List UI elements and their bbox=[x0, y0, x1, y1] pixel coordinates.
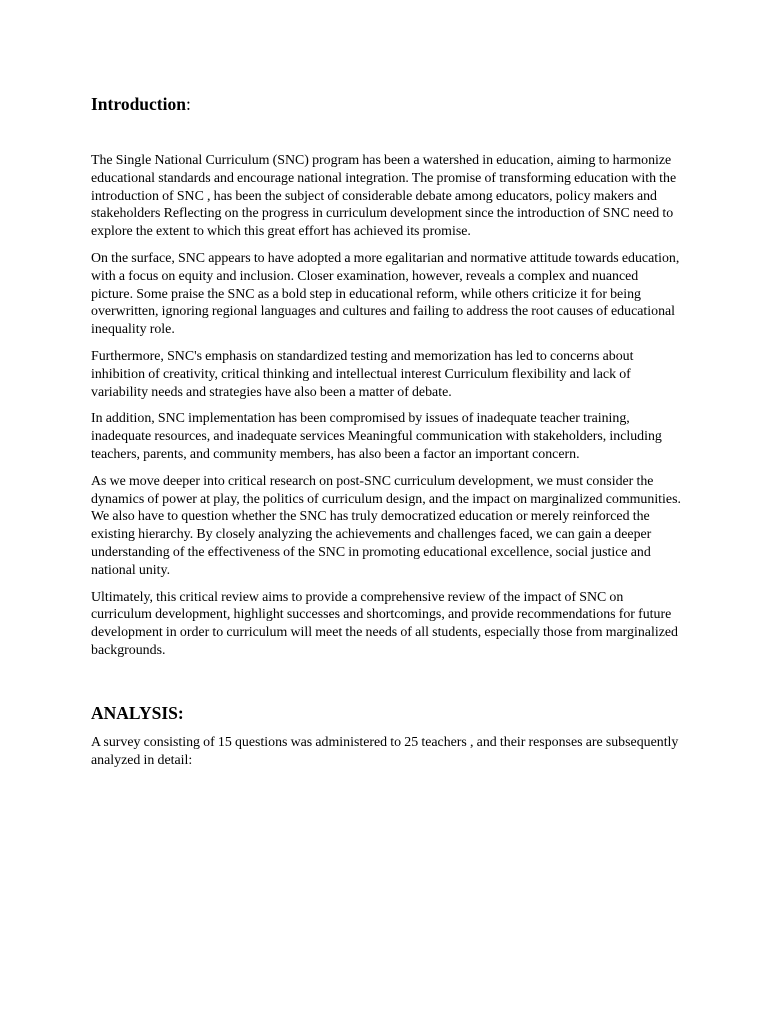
introduction-paragraph-4: In addition, SNC implementation has been compromised by issues of inadequate teacher training, inadequate resources, and inadequate services Meaningful communication with stakeholders, including teachers, parents, and community members, has also been a factor an important concern. bbox=[91, 411, 662, 462]
introduction-body bbox=[91, 152, 681, 669]
introduction-heading-text: Introduction bbox=[91, 94, 186, 114]
introduction-heading-colon: : bbox=[185, 94, 191, 114]
introduction-paragraph-6: Ultimately, this critical review aims to provide a comprehensive review of the impact of SNC on curriculum development, highlight successes and shortcomings, and provide recommendations for future development in order to curriculum will meet the needs of all students, especially those from marginalized backgrounds. bbox=[91, 589, 678, 658]
analysis-heading: ANALYSIS: bbox=[91, 703, 184, 723]
introduction-heading bbox=[91, 94, 191, 114]
introduction-paragraph-1: The Single National Curriculum (SNC) program has been a watershed in education, aiming to harmonize educational standards and encourage national integration. The promise of transforming education with the introduction of SNC , has been the subject of considerable debate among educators, policy makers and stakeholders Reflecting on the progress in curriculum development since the introduction of SNC need to explore the extent to which this great effort has achieved its promise. bbox=[91, 153, 677, 240]
analysis-paragraph-1: A survey consisting of 15 questions was administered to 25 teachers , and their responses are subsequently analyzed in detail: bbox=[91, 735, 679, 768]
introduction-paragraph-3: Furthermore, SNC's emphasis on standardized testing and memorization has led to concerns about inhibition of creativity, critical thinking and intellectual interest Curriculum flexibility and lack of variability needs and strategies have also been a matter of debate. bbox=[91, 348, 634, 400]
introduction-paragraph-2: On the surface, SNC appears to have adopted a more egalitarian and normative attitude towards education, with a focus on equity and inclusion. Closer examination, however, reveals a complex and nuanced picture. Some praise the SNC as a bold step in educational reform, while others criticize it for being overwritten, ignoring regional languages and cultures and failing to address the root causes of educational inequality role. bbox=[91, 250, 680, 338]
introduction-paragraph-5: As we move deeper into critical research on post-SNC curriculum development, we must consider the dynamics of power at play, the politics of curriculum design, and the impact on marginalized communities. We also have to question whether the SNC has truly democratized education or merely reinforced the existing hierarchy. By closely analyzing the achievements and challenges faced, we can gain a deeper understanding of the effectiveness of the SNC in promoting educational excellence, social justice and national unity. bbox=[91, 473, 681, 578]
analysis-body bbox=[91, 734, 681, 779]
